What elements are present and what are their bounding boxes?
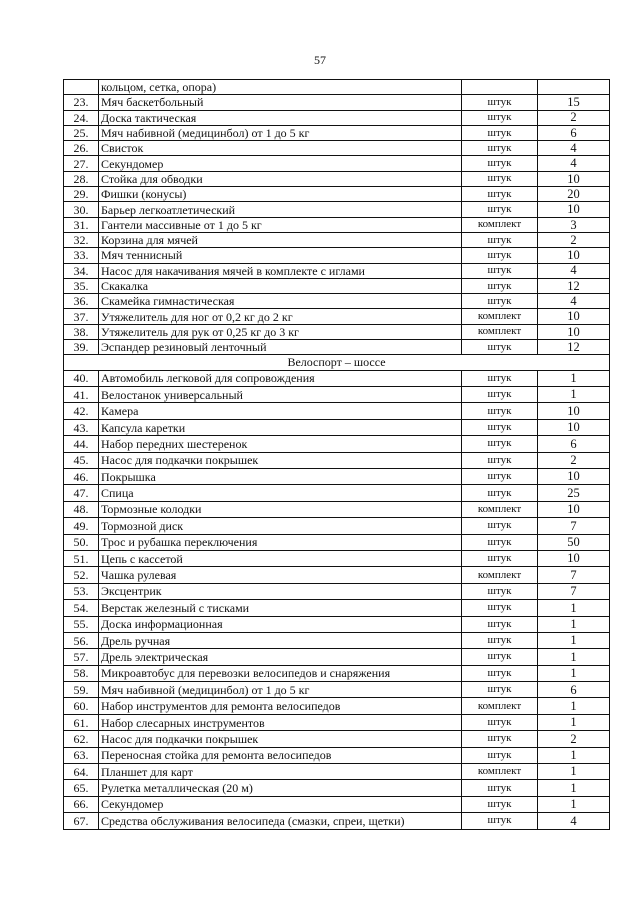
item-quantity: 2 [538,110,610,125]
item-name: Покрышка [99,468,462,484]
table-row [64,419,610,435]
item-unit: штук [462,156,538,171]
item-unit: комплект [462,698,538,714]
item-unit: штук [462,485,538,501]
item-name: Барьер легкоатлетический [99,202,462,217]
item-number: 43. [64,419,99,435]
item-quantity: 10 [538,403,610,419]
table-row [64,485,610,501]
item-number: 37. [64,309,99,324]
table-row [64,501,610,517]
item-name: Скакалка [99,278,462,293]
item-unit: штук [462,171,538,186]
item-quantity: 4 [538,813,610,829]
item-name: Средства обслуживания велосипеда (смазки, спреи, щетки) [99,813,462,829]
table-row [64,141,610,156]
item-number: 45. [64,452,99,468]
item-quantity: 10 [538,419,610,435]
table-row [64,294,610,309]
item-quantity: 1 [538,665,610,681]
item-number: 31. [64,217,99,232]
table-row [64,764,610,780]
item-name: Секундомер [99,796,462,812]
item-name: Доска информационная [99,616,462,632]
item-unit: штук [462,403,538,419]
item-unit: штук [462,665,538,681]
item-name: Верстак железный с тисками [99,600,462,616]
item-quantity: 4 [538,156,610,171]
item-name: Утяжелитель для рук от 0,25 кг до 3 кг [99,324,462,339]
item-name: Микроавтобус для перевозки велосипедов и снаряжения [99,665,462,681]
item-quantity: 10 [538,324,610,339]
item-number: 50. [64,534,99,550]
item-number: 61. [64,714,99,730]
item-quantity: 10 [538,248,610,263]
item-unit: штук [462,340,538,355]
table-row [64,125,610,140]
item-number: 65. [64,780,99,796]
item-number: 46. [64,468,99,484]
item-number: 48. [64,501,99,517]
item-name: Набор передних шестеренок [99,436,462,452]
item-quantity: 4 [538,263,610,278]
item-number: 38. [64,324,99,339]
item-name: Утяжелитель для ног от 0,2 кг до 2 кг [99,309,462,324]
item-unit: штук [462,95,538,110]
table-row [64,278,610,293]
item-number: 66. [64,796,99,812]
item-unit [462,80,538,95]
item-quantity: 7 [538,518,610,534]
item-quantity: 10 [538,550,610,566]
item-name: Мяч баскетбольный [99,95,462,110]
item-quantity: 7 [538,583,610,599]
item-name: Насос для подкачки покрышек [99,731,462,747]
item-unit: штук [462,232,538,247]
item-unit: штук [462,649,538,665]
table-row [64,567,610,583]
item-number: 39. [64,340,99,355]
item-unit: штук [462,616,538,632]
item-unit: штук [462,518,538,534]
item-number: 56. [64,632,99,648]
item-quantity: 1 [538,747,610,763]
item-name: Секундомер [99,156,462,171]
item-quantity: 1 [538,649,610,665]
item-name: Тормозной диск [99,518,462,534]
item-name: Набор инструментов для ремонта велосипедов [99,698,462,714]
item-number: 42. [64,403,99,419]
table-row [64,248,610,263]
item-name: Трос и рубашка переключения [99,534,462,550]
item-quantity: 10 [538,501,610,517]
item-unit: штук [462,534,538,550]
item-number: 41. [64,387,99,403]
table-row [64,714,610,730]
item-quantity: 1 [538,387,610,403]
item-quantity: 12 [538,340,610,355]
item-unit: комплект [462,324,538,339]
item-unit: штук [462,583,538,599]
item-quantity: 12 [538,278,610,293]
item-quantity: 2 [538,232,610,247]
item-unit: штук [462,550,538,566]
item-number: 51. [64,550,99,566]
table-row [64,452,610,468]
table-row [64,632,610,648]
item-number: 36. [64,294,99,309]
item-unit: штук [462,796,538,812]
item-unit: штук [462,747,538,763]
item-name: Фишки (конусы) [99,187,462,202]
item-name: Планшет для карт [99,764,462,780]
item-name: Рулетка металлическая (20 м) [99,780,462,796]
item-unit: штук [462,370,538,386]
item-quantity: 1 [538,600,610,616]
table-row [64,187,610,202]
item-name: Капсула каретки [99,419,462,435]
item-unit: штук [462,187,538,202]
table-row [64,665,610,681]
item-name: Дрель ручная [99,632,462,648]
item-number: 23. [64,95,99,110]
table-row [64,110,610,125]
item-number: 55. [64,616,99,632]
item-number: 53. [64,583,99,599]
item-number: 64. [64,764,99,780]
item-number: 44. [64,436,99,452]
item-name: Велостанок универсальный [99,387,462,403]
item-name: Цепь с кассетой [99,550,462,566]
item-unit: штук [462,780,538,796]
item-name: Эспандер резиновый ленточный [99,340,462,355]
item-quantity: 2 [538,731,610,747]
item-name: Насос для подкачки покрышек [99,452,462,468]
item-quantity: 6 [538,436,610,452]
item-name: Свисток [99,141,462,156]
item-name: Камера [99,403,462,419]
item-quantity: 1 [538,780,610,796]
table-row [64,232,610,247]
item-number: 25. [64,125,99,140]
page-number: 57 [314,53,326,67]
item-name: Мяч набивной (медицинбол) от 1 до 5 кг [99,682,462,698]
item-name: Насос для накачивания мячей в комплекте с иглами [99,263,462,278]
item-name: Автомобиль легковой для сопровождения [99,370,462,386]
item-number: 63. [64,747,99,763]
item-unit: штук [462,248,538,263]
item-unit: штук [462,682,538,698]
item-quantity: 50 [538,534,610,550]
item-unit: штук [462,419,538,435]
item-unit: штук [462,202,538,217]
item-number: 60. [64,698,99,714]
item-quantity: 10 [538,309,610,324]
table-row [64,436,610,452]
table-row [64,370,610,386]
table-row [64,780,610,796]
item-name: Стойка для обводки [99,171,462,186]
item-quantity: 20 [538,187,610,202]
item-name: Корзина для мячей [99,232,462,247]
table-row [64,600,610,616]
item-quantity: 1 [538,698,610,714]
table-row [64,171,610,186]
item-number: 52. [64,567,99,583]
item-unit: штук [462,600,538,616]
item-quantity: 25 [538,485,610,501]
item-name: Мяч набивной (медицинбол) от 1 до 5 кг [99,125,462,140]
item-number: 67. [64,813,99,829]
table-row [64,202,610,217]
item-unit: комплект [462,217,538,232]
table-row [64,95,610,110]
item-unit: штук [462,294,538,309]
item-name: Мяч теннисный [99,248,462,263]
item-unit: штук [462,452,538,468]
table-row [64,217,610,232]
item-name: Набор слесарных инструментов [99,714,462,730]
item-quantity: 1 [538,370,610,386]
item-unit: комплект [462,309,538,324]
item-number: 59. [64,682,99,698]
item-quantity: 1 [538,796,610,812]
item-number: 35. [64,278,99,293]
item-unit: комплект [462,567,538,583]
equipment-table-body [64,80,610,830]
item-unit: штук [462,278,538,293]
table-row [64,340,610,355]
table-row [64,649,610,665]
item-quantity: 1 [538,764,610,780]
item-name: кольцом, сетка, опора) [99,80,462,95]
item-number: 24. [64,110,99,125]
item-quantity: 6 [538,682,610,698]
section-header-row [64,355,610,370]
item-name: Эксцентрик [99,583,462,599]
item-unit: комплект [462,501,538,517]
item-quantity: 1 [538,714,610,730]
table-row [64,468,610,484]
table-row [64,156,610,171]
item-unit: штук [462,436,538,452]
item-quantity [538,80,610,95]
item-number: 29. [64,187,99,202]
item-unit: штук [462,468,538,484]
table-row-continuation [64,80,610,95]
item-unit: штук [462,263,538,278]
table-row [64,616,610,632]
table-row [64,813,610,829]
item-name: Переносная стойка для ремонта велосипедов [99,747,462,763]
item-unit: штук [462,141,538,156]
item-name: Дрель электрическая [99,649,462,665]
table-row [64,403,610,419]
item-unit: штук [462,714,538,730]
item-unit: штук [462,813,538,829]
item-number: 30. [64,202,99,217]
item-number: 27. [64,156,99,171]
item-number: 62. [64,731,99,747]
table-row [64,747,610,763]
item-number: 57. [64,649,99,665]
item-name: Гантели массивные от 1 до 5 кг [99,217,462,232]
table-row [64,518,610,534]
item-quantity: 10 [538,468,610,484]
item-number: 34. [64,263,99,278]
item-name: Доска тактическая [99,110,462,125]
item-unit: штук [462,125,538,140]
item-quantity: 6 [538,125,610,140]
item-quantity: 15 [538,95,610,110]
table-row [64,731,610,747]
table-row [64,698,610,714]
item-number: 54. [64,600,99,616]
table-row [64,534,610,550]
item-quantity: 10 [538,171,610,186]
table-row [64,583,610,599]
section-title: Велоспорт – шоссе [64,355,610,370]
item-unit: штук [462,731,538,747]
item-number [64,80,99,95]
item-name: Скамейка гимнастическая [99,294,462,309]
item-number: 28. [64,171,99,186]
table-row [64,309,610,324]
item-name: Тормозные колодки [99,501,462,517]
item-quantity: 4 [538,294,610,309]
item-name: Чашка рулевая [99,567,462,583]
item-unit: штук [462,632,538,648]
item-name: Спица [99,485,462,501]
item-unit: комплект [462,764,538,780]
table-row [64,324,610,339]
item-number: 47. [64,485,99,501]
item-quantity: 10 [538,202,610,217]
item-unit: штук [462,110,538,125]
table-row [64,263,610,278]
item-unit: штук [462,387,538,403]
equipment-table [63,79,610,830]
item-quantity: 7 [538,567,610,583]
table-row [64,796,610,812]
item-number: 33. [64,248,99,263]
table-row [64,682,610,698]
item-quantity: 4 [538,141,610,156]
item-number: 32. [64,232,99,247]
item-quantity: 1 [538,632,610,648]
item-quantity: 2 [538,452,610,468]
table-row [64,550,610,566]
item-quantity: 1 [538,616,610,632]
item-quantity: 3 [538,217,610,232]
item-number: 26. [64,141,99,156]
item-number: 40. [64,370,99,386]
item-number: 49. [64,518,99,534]
table-row [64,387,610,403]
item-number: 58. [64,665,99,681]
